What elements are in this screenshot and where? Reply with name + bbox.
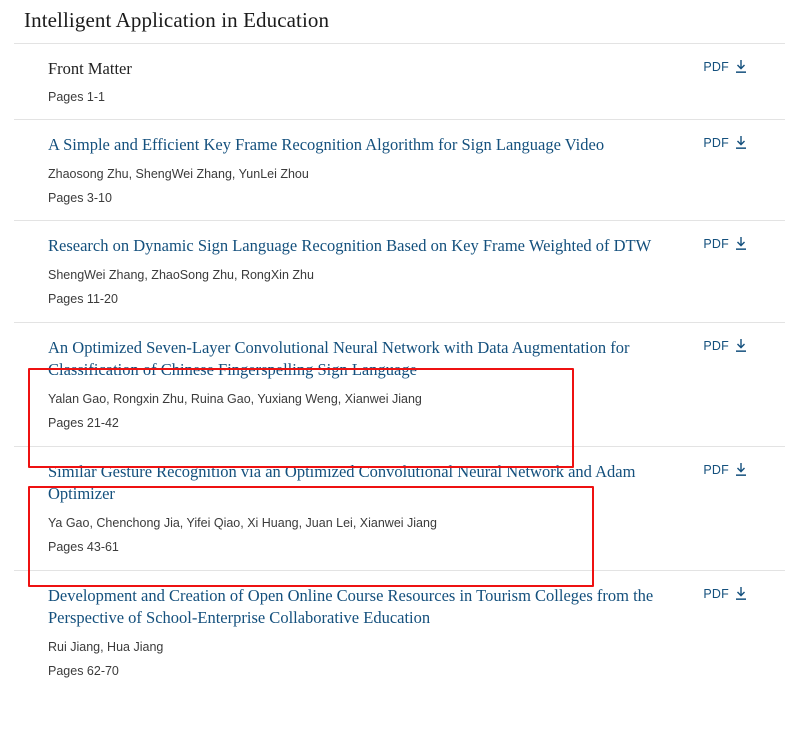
- pdf-label: PDF: [703, 136, 729, 151]
- pdf-label: PDF: [703, 462, 729, 477]
- list-item: [14, 221, 785, 322]
- pdf-download-link[interactable]: [703, 60, 747, 74]
- chapter-pages: Pages 62-70: [48, 664, 119, 679]
- list-item-content: [48, 58, 785, 105]
- download-icon: [735, 463, 747, 477]
- list-item-content: [48, 585, 785, 680]
- chapter-pages: Pages 21-42: [48, 416, 119, 431]
- list-item-content: [48, 235, 785, 307]
- list-item: [14, 120, 785, 221]
- chapter-title-link[interactable]: Development and Creation of Open Online Course Resources in Tourism Colleges from the Perspective of School-Enterprise Collaborative Education: [48, 585, 654, 628]
- pdf-download-link[interactable]: [703, 587, 747, 601]
- list-item: [14, 44, 785, 120]
- chapter-title: Front Matter: [48, 59, 132, 78]
- pdf-download-link[interactable]: [703, 136, 747, 150]
- pdf-label: PDF: [703, 60, 729, 74]
- chapter-title-link[interactable]: A Simple and Efficient Key Frame Recognition Algorithm for Sign Language Video: [48, 135, 605, 155]
- pdf-label: PDF: [703, 237, 729, 252]
- download-icon: [735, 587, 747, 601]
- pdf-download-link[interactable]: [703, 463, 747, 477]
- chapter-authors: Zhaosong Zhu, ShengWei Zhang, YunLei Zhou: [48, 166, 309, 181]
- list-item: [14, 447, 785, 571]
- download-icon: [735, 237, 747, 251]
- download-icon: [735, 60, 747, 74]
- pdf-download-link[interactable]: [703, 237, 747, 251]
- chapter-title-link[interactable]: An Optimized Seven-Layer Convolutional Neural Network with Data Augmentation for Classification of Chinese Fingerspelling Sign Language: [48, 337, 630, 380]
- list-item-content: [48, 461, 785, 556]
- list-item-content: [48, 134, 785, 206]
- pdf-label: PDF: [703, 338, 729, 353]
- pdf-label: PDF: [703, 586, 729, 601]
- chapter-pages: Pages 1-1: [48, 89, 105, 104]
- chapter-list: [14, 43, 785, 694]
- chapter-pages: Pages 43-61: [48, 540, 119, 555]
- chapter-title-link[interactable]: Research on Dynamic Sign Language Recognition Based on Key Frame Weighted of DTW: [48, 236, 652, 256]
- page-title: Intelligent Application in Education: [24, 8, 330, 32]
- chapter-title-link[interactable]: Similar Gesture Recognition via an Optimized Convolutional Neural Network and Adam Optimizer: [48, 461, 636, 504]
- chapter-authors: ShengWei Zhang, ZhaoSong Zhu, RongXin Zhu: [48, 268, 314, 283]
- chapter-pages: Pages 11-20: [48, 292, 118, 307]
- chapter-pages: Pages 3-10: [48, 191, 112, 206]
- chapter-authors: Yalan Gao, Rongxin Zhu, Ruina Gao, Yuxiang Weng, Xianwei Jiang: [48, 392, 422, 407]
- list-item: [14, 323, 785, 447]
- chapter-authors: Rui Jiang, Hua Jiang: [48, 640, 164, 655]
- pdf-download-link[interactable]: [703, 339, 747, 353]
- download-icon: [735, 339, 747, 353]
- list-item: [14, 571, 785, 694]
- list-item-content: [48, 337, 785, 432]
- download-icon: [735, 136, 747, 150]
- chapter-authors: Ya Gao, Chenchong Jia, Yifei Qiao, Xi Huang, Juan Lei, Xianwei Jiang: [48, 516, 437, 531]
